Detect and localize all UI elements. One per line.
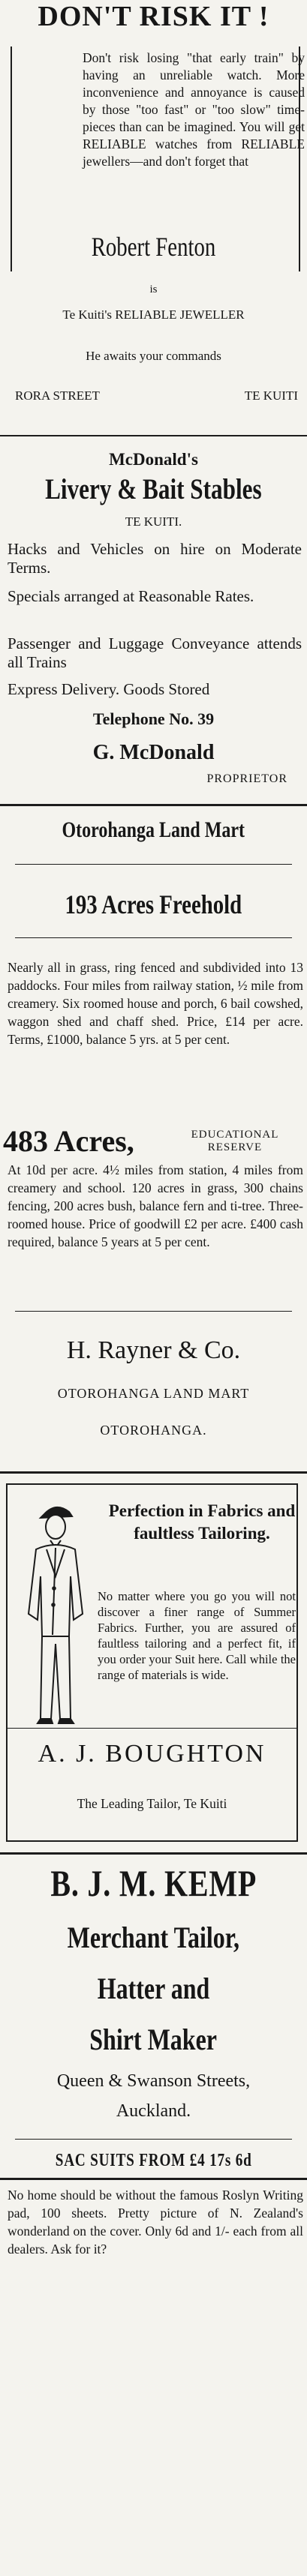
kemp-trade-line-text: Hatter and — [97, 1972, 210, 2005]
land-mart-title-text: Otorohanga Land Mart — [62, 817, 245, 842]
kemp-city: Auckland. — [116, 2101, 191, 2121]
firm-name: H. Rayner & Co. — [66, 1336, 241, 1364]
listing-2-title: 483 Acres, — [3, 1124, 134, 1158]
boughton-tagline: The Leading Tailor, Te Kuiti — [77, 1796, 227, 1811]
kemp-price-line — [0, 2151, 307, 2171]
section-divider — [6, 1728, 298, 1729]
advertiser-name — [0, 231, 307, 262]
service-passenger: Passenger and Luggage Conveyance attends all Trains — [8, 634, 302, 671]
listing-2-subtitle: EDUCATIONAL RESERVE — [191, 1129, 279, 1153]
tailored-suit-illustration — [14, 1494, 98, 1746]
kemp-name-text: B. J. M. KEMP — [50, 1862, 257, 1904]
business-owner: McDonald's — [109, 450, 198, 469]
column-divider — [0, 1471, 307, 1474]
section-divider — [15, 2139, 292, 2140]
street-address: RORA STREET — [15, 388, 100, 403]
ad-headline: DON'T RISK IT ! — [38, 1, 269, 32]
business-town: TE KUITI. — [125, 514, 182, 529]
kemp-trade-line — [0, 1920, 307, 1955]
column-divider — [0, 1852, 307, 1855]
boughton-name: A. J. BOUGHTON — [38, 1740, 266, 1768]
business-title-text: Livery & Bait Stables — [45, 473, 262, 505]
business-title — [0, 472, 307, 506]
firm-subtitle: OTOROHANGA LAND MART — [57, 1386, 250, 1401]
advertiser-name-text: Robert Fenton — [91, 232, 216, 262]
kemp-name — [0, 1861, 307, 1905]
fenton-advertisement — [0, 0, 307, 420]
listing-2-description: At 10d per acre. 4½ miles from station, 4 miles from creamery and school. 120 acres in grass, 300 chains fencing, 200 acres bush, balance fern and ti-tree. Three-roomed house. Price of goodwill £2 per acre. £400 cash required, balance 5 years at 5 per cent. — [8, 1162, 303, 1249]
section-divider — [15, 864, 292, 865]
connector-text: is — [149, 283, 158, 295]
land-mart-title — [0, 817, 307, 843]
boughton-headline: Perfection in Fabrics and faultless Tailoring. — [108, 1501, 296, 1543]
listing-1-title — [0, 889, 307, 920]
boughton-body-text: No matter where you go you will not discover a finer range of Summer Fabrics. Further, you are assured of faultless tailoring and a perfect fit, if you order your Suit here. Call while the range of materials is wide. — [98, 1589, 296, 1682]
listing-1-title-text: 193 Acres Freehold — [65, 889, 242, 919]
column-divider — [0, 2178, 307, 2180]
kemp-trade-line — [0, 1971, 307, 2006]
service-hacks: Hacks and Vehicles on hire on Moderate Terms. — [8, 540, 302, 577]
service-express: Express Delivery. Goods Stored — [8, 680, 210, 698]
proprietor-role: PROPRIETOR — [206, 772, 287, 785]
proprietor-name: G. McDonald — [92, 741, 215, 764]
service-specials: Specials arranged at Reasonable Rates. — [8, 587, 254, 605]
column-divider — [0, 804, 307, 806]
kemp-street-address: Queen & Swanson Streets, — [56, 2071, 251, 2091]
firm-town: OTOROHANGA. — [100, 1423, 207, 1438]
tagline: Te Kuiti's RELIABLE JEWELLER — [62, 307, 245, 322]
section-divider — [15, 937, 292, 938]
kemp-trade-line — [0, 2022, 307, 2057]
roslyn-notice-text: No home should be without the famous Roslyn Writing pad, 100 sheets. Pretty picture of N. Zealand's wonderland on the cover. Only 6d and 1/- each from all dealers. Ask for it? — [8, 2188, 303, 2257]
kemp-price-line-text: SAC SUITS FROM £4 17s 6d — [55, 2151, 252, 2170]
ad-body-text: Don't risk losing "that early train" by having an unreliable watch. More inconvenience and annoyance is caused by those "too fast" or "too slow" time-pieces than can be imagined. You will get RELIABLE watches from RELIABLE jewellers—and don't forget that — [83, 50, 305, 169]
town-name: TE KUITI — [244, 388, 298, 403]
telephone-number: Telephone No. 39 — [92, 709, 215, 728]
tagline-secondary: He awaits your commands — [86, 349, 221, 363]
kemp-trade-line-text: Shirt Maker — [89, 2023, 218, 2056]
section-divider — [15, 1311, 292, 1312]
blank-page-area — [0, 2287, 307, 2576]
listing-1-description: Nearly all in grass, ring fenced and subdivided into 13 paddocks. Four miles from railway station, ½ mile from creamery. Six roomed house and porch, 6 bail cowshed, waggon shed and chaff shed. Price, £14 per acre. Terms, £1000, balance 5 yrs. at 5 per cent. — [8, 960, 303, 1047]
kemp-trade-line-text: Merchant Tailor, — [67, 1921, 240, 1954]
